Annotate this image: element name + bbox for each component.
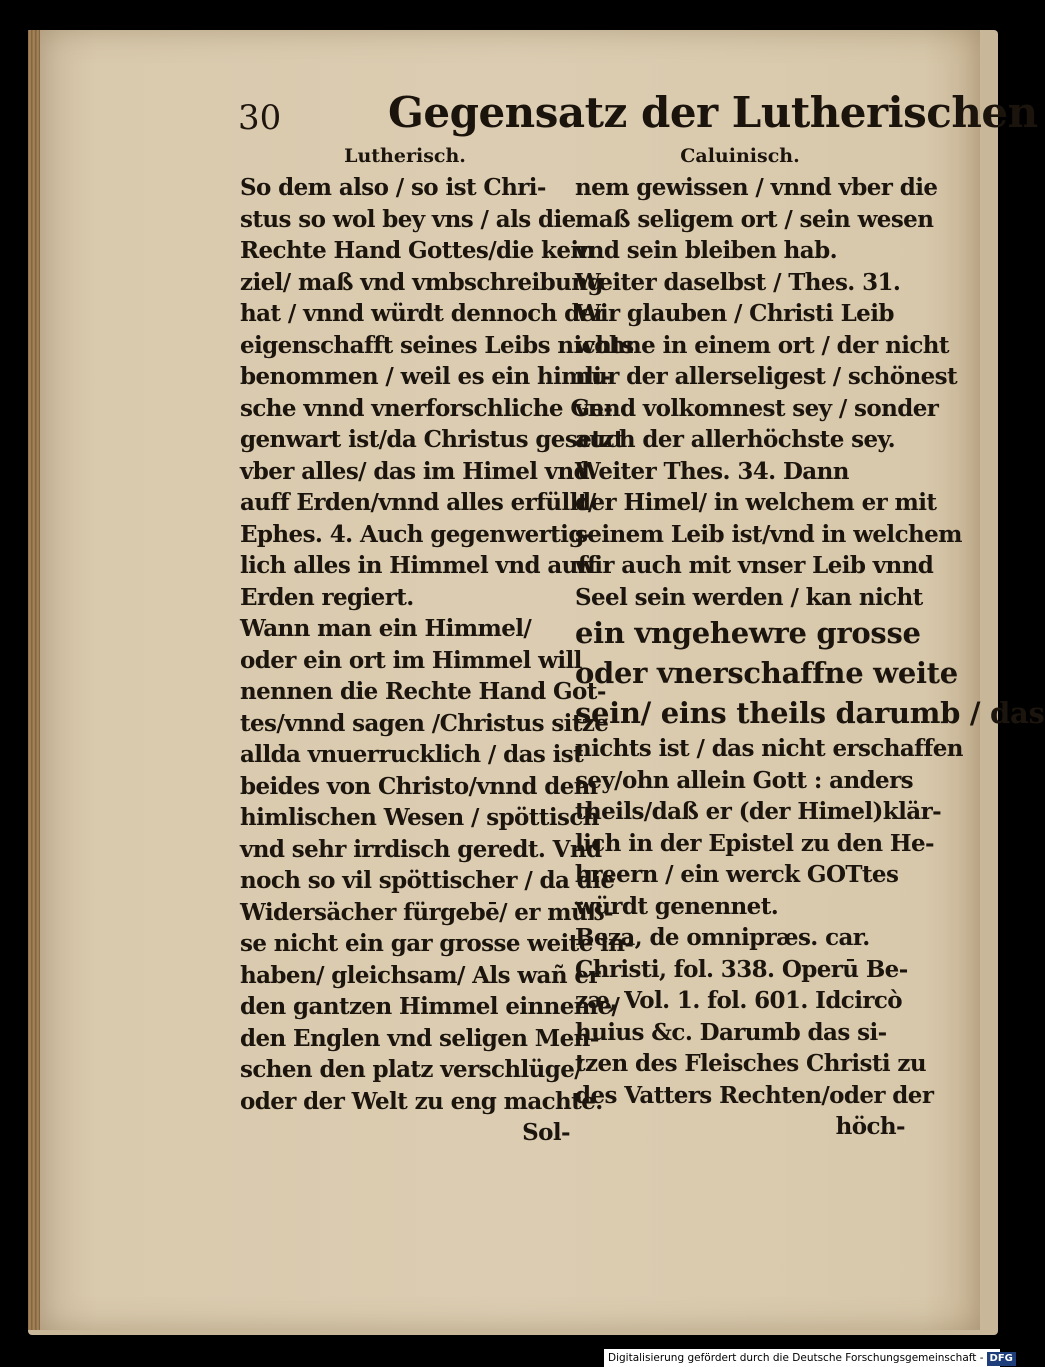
- text-line: haben/ gleichsam/ Als wañ er: [240, 961, 600, 989]
- text-line: wohne in einem ort / der nicht: [575, 331, 949, 359]
- text-line: zæ, Vol. 1. fol. 601. Idcircò: [575, 987, 903, 1014]
- text-line: beides von Christo/vnnd dem: [240, 772, 598, 800]
- text-line: nichts ist / das nicht erschaffen: [575, 735, 963, 762]
- right-column-text-bottom: [575, 733, 963, 1111]
- text-line: vnd sein bleiben hab.: [575, 237, 837, 264]
- left-column-text: [240, 172, 634, 1117]
- text-line: Weiter Thes. 34. Dann: [575, 457, 849, 485]
- footer-text: Digitalisierung gefördert durch die Deutsche Forschungsgemeinschaft -: [608, 1352, 984, 1364]
- catchword: höch-: [835, 1113, 905, 1140]
- text-line: Christi, fol. 338. Operū Be-: [575, 955, 908, 983]
- text-line: der Himel/ in welchem er mit: [575, 489, 937, 516]
- text-line: benommen / weil es ein himli-: [240, 363, 611, 390]
- text-line: schen den platz verschlüge/: [240, 1056, 583, 1083]
- text-line: se nicht ein gar grosse weite in-: [240, 930, 634, 957]
- text-line: seinem Leib ist/vnd in welchem: [575, 520, 962, 548]
- text-line: den Englen vnd seligen Men-: [240, 1024, 599, 1052]
- text-line: lich alles in Himmel vnd auff: [240, 552, 597, 579]
- text-line: Wir glauben / Christi Leib: [575, 300, 894, 327]
- text-line: Weiter daselbst / Thes. 31.: [575, 268, 901, 296]
- text-line: würdt genennet.: [575, 892, 779, 920]
- catchword: Sol-: [522, 1119, 570, 1146]
- text-line: Erden regiert.: [240, 583, 414, 611]
- text-line: noch so vil spöttischer / da die: [240, 867, 615, 894]
- text-line: Ephes. 4. Auch gegenwertig-: [240, 520, 593, 548]
- dfg-logo: DFG: [987, 1352, 1016, 1366]
- text-line: auff Erden/vnnd alles erfüllt/: [240, 489, 596, 516]
- text-line: stus so wol bey vns / als die: [240, 205, 576, 233]
- text-line: allda vnuerrucklich / das ist: [240, 741, 584, 768]
- text-line: oder der Welt zu eng machte.: [240, 1087, 603, 1115]
- text-line: des Vatters Rechten/oder der: [575, 1081, 934, 1109]
- text-line: sein/ eins theils darumb / das: [575, 696, 1045, 730]
- right-column-text-top: [575, 172, 962, 613]
- text-line: ein vngehewre grosse: [575, 616, 921, 650]
- text-line: nennen die Rechte Hand Got-: [240, 678, 606, 705]
- text-line: Rechte Hand Gottes/die kein: [240, 237, 595, 264]
- text-line: genwart ist/da Christus gesetzt: [240, 426, 624, 453]
- text-line: ziel/ maß vnd vmbschreibung: [240, 268, 603, 296]
- text-line: sche vnnd vnerforschliche Ge-: [240, 394, 613, 422]
- text-line: tes/vnnd sagen /Christus sitze: [240, 709, 609, 737]
- text-line: himlischen Wesen / spöttisch: [240, 804, 599, 831]
- right-column-heading: Caluinisch.: [680, 145, 800, 167]
- running-title: Gegensatz der Lutherischen: [388, 88, 1038, 137]
- left-column-heading: Lutherisch.: [344, 145, 466, 167]
- right-column: [575, 140, 1045, 1143]
- text-line: hat / vnnd würdt dennoch der: [240, 300, 606, 327]
- text-line: Beza, de omnipræs. car.: [575, 924, 870, 951]
- text-line: So dem also / so ist Chri-: [240, 174, 546, 201]
- text-line: sey/ohn allein Gott : anders: [575, 766, 913, 794]
- text-line: oder vnerschaffne weite: [575, 656, 958, 690]
- text-line: Widersächer fürgebē/ er müß-: [240, 898, 613, 926]
- text-line: oder ein ort im Himmel will: [240, 646, 582, 674]
- text-line: breern / ein werck GOTtes: [575, 861, 899, 888]
- text-line: lich in der Epistel zu den He-: [575, 829, 934, 857]
- page-header: [238, 88, 1038, 148]
- text-line: Seel sein werden / kan nicht: [575, 583, 923, 611]
- text-line: maß seligem ort / sein wesen: [575, 205, 934, 233]
- text-line: nur der allerseligest / schönest: [575, 363, 958, 390]
- text-line: auch der allerhöchste sey.: [575, 426, 896, 453]
- page-number: 30: [238, 98, 282, 138]
- text-line: wir auch mit vnser Leib vnnd: [575, 552, 934, 579]
- text-line: tzen des Fleisches Christi zu: [575, 1050, 927, 1077]
- text-line: Wann man ein Himmel/: [240, 615, 532, 642]
- text-line: theils/daß er (der Himel)klär-: [575, 798, 942, 825]
- text-line: vnd sehr irrdisch geredt. Vnd: [240, 835, 602, 863]
- left-column: [240, 140, 634, 1149]
- digitization-footer: [604, 1349, 1013, 1367]
- text-line: vnnd volkomnest sey / sonder: [575, 394, 939, 422]
- text-line: vber alles/ das im Himel vnd: [240, 457, 590, 485]
- text-line: eigenschafft seines Leibs nichts: [240, 331, 634, 359]
- right-column-emphasis: [575, 613, 1045, 733]
- text-line: den gantzen Himmel einneme/: [240, 993, 620, 1020]
- text-line: huius &c. Darumb das si-: [575, 1018, 887, 1046]
- text-line: nem gewissen / vnnd vber die: [575, 174, 938, 201]
